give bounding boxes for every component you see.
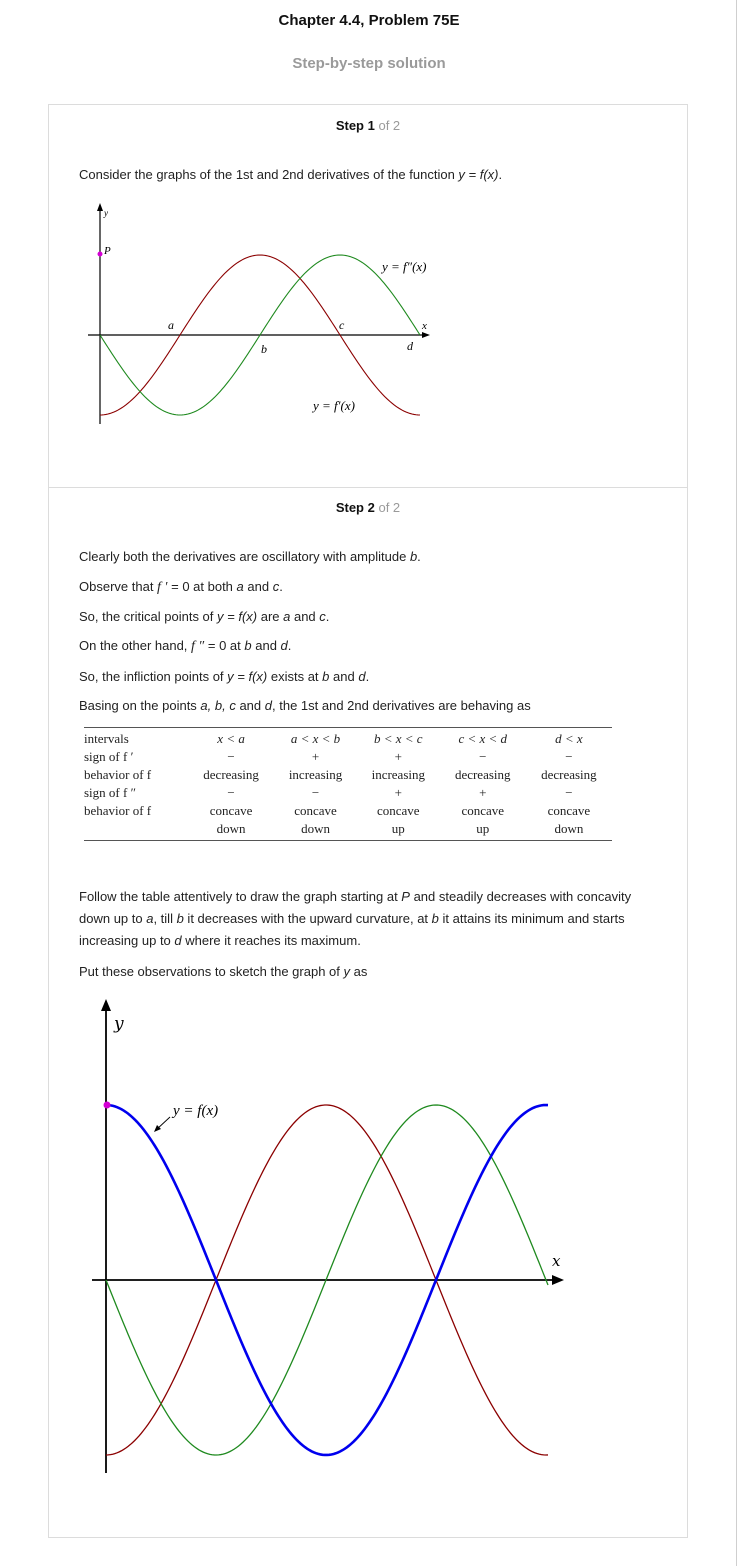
table-header-cell: a < x < b [274, 728, 357, 749]
var-a: a [146, 911, 154, 926]
label-c: c [339, 318, 345, 332]
step-2-explanation [79, 886, 639, 952]
cell-line: up [391, 821, 405, 836]
step-1-intro [79, 164, 639, 186]
text: as [350, 964, 368, 979]
cell-line: concave [209, 803, 253, 818]
var-b: b [244, 638, 252, 653]
table-cell: sign of f ′ [84, 749, 134, 764]
table-header-row [84, 728, 612, 749]
table-cell: − [227, 785, 235, 800]
text: it attains its minimum and starts increasing up to [79, 911, 625, 948]
table-cell: − [565, 785, 573, 800]
point-p-label: P [104, 245, 111, 257]
y-axis-arrow-icon [101, 999, 111, 1011]
text: are [257, 609, 284, 624]
table-row [84, 766, 612, 784]
cell-line: down [554, 821, 584, 836]
table-cell: increasing [288, 767, 343, 782]
step-1-count: of 2 [378, 118, 401, 133]
text: and [329, 669, 359, 684]
table-cell: behavior of f [84, 767, 152, 782]
var-p: P [401, 889, 410, 904]
first-derivative-label: y = f′(x) [313, 398, 355, 413]
table-cell: − [311, 785, 320, 800]
function-curve-label: y = f(x) [173, 1103, 219, 1119]
table-header-cell: d < x [526, 728, 612, 749]
table-row [84, 748, 612, 766]
cell-line: down [216, 821, 246, 836]
var-b: b [431, 911, 439, 926]
step-2-line-3 [79, 606, 639, 628]
text: . [417, 549, 421, 564]
text: . [365, 669, 370, 684]
table-cell: − [565, 749, 573, 764]
intro-text: Consider the graphs of the 1st and 2nd derivatives of the function [79, 167, 455, 182]
second-derivative-label: y = f″(x) [382, 259, 427, 274]
text: = 0 at [204, 638, 245, 653]
text: . [325, 609, 330, 624]
table-header-cell: intervals [84, 728, 188, 749]
behavior-table [84, 727, 612, 841]
text: it decreases with the upward curvature, at [183, 911, 432, 926]
table-cell: decreasing [454, 767, 511, 782]
step-1-heading [48, 118, 688, 133]
var-d: d [174, 933, 182, 948]
table-cell [440, 802, 526, 841]
table-cell: + [394, 749, 402, 764]
table-header-cell: x < a [188, 728, 274, 749]
table-cell: − [479, 749, 487, 764]
text: and [243, 579, 273, 594]
cell-line: concave [294, 803, 337, 818]
f-double-prime-symbol: f ″ [191, 639, 205, 654]
var-d: d [264, 698, 272, 713]
table-row [84, 802, 612, 841]
table-cell [357, 802, 440, 841]
step-2-heading [48, 500, 688, 515]
text: exists at [267, 669, 323, 684]
step-2-line-6 [79, 695, 639, 717]
y-axis-label: y [104, 208, 108, 218]
table-cell: decreasing [203, 767, 259, 782]
cell-line: down [301, 821, 330, 836]
y-axis-arrow-icon [97, 203, 103, 211]
cell-line: concave [376, 803, 420, 818]
text: , till [153, 911, 177, 926]
text: Follow the table attentively to draw the graph starting at [79, 889, 402, 904]
step-divider [48, 487, 688, 488]
text: and [235, 698, 265, 713]
text: Observe that [79, 579, 158, 594]
text: . [279, 579, 283, 594]
text: . [287, 638, 292, 653]
text: Basing on the points [79, 698, 201, 713]
var-c: c [272, 579, 280, 594]
table-header-cell: b < x < c [357, 728, 440, 749]
derivatives-graph [80, 200, 460, 440]
table-cell [526, 802, 612, 841]
var-b: b [322, 669, 330, 684]
step-2-line-1 [79, 546, 639, 568]
table-cell: sign of f ″ [84, 785, 136, 800]
page-title: Chapter 4.4, Problem 75E [278, 12, 460, 29]
x-axis-arrow-icon [552, 1275, 564, 1285]
step-1-label: Step 1 [335, 118, 375, 133]
point-p-dot [98, 252, 103, 257]
var-y: y [343, 964, 350, 979]
var-d: d [280, 638, 288, 653]
table-cell [274, 802, 357, 841]
table-header-cell: c < x < d [440, 728, 526, 749]
text: Clearly both the derivatives are oscillatory with amplitude [79, 549, 410, 564]
step-2-sketch-line [79, 961, 639, 983]
table-cell: decreasing [541, 767, 597, 782]
x-axis-label: x [422, 320, 427, 332]
page-subtitle: Step-by-step solution [292, 55, 446, 72]
step-2-line-4 [79, 635, 639, 658]
cell-line: concave [547, 803, 591, 818]
text: Put these observations to sketch the graph of [79, 964, 344, 979]
function: y = f(x) [227, 669, 268, 684]
label-a: a [168, 318, 174, 332]
text: and [251, 638, 281, 653]
y-axis-label: y [114, 1014, 124, 1034]
var-abc: a, b, c [200, 698, 236, 713]
cell-line: concave [461, 803, 505, 818]
table-cell: − [227, 749, 235, 764]
point-p-dot [104, 1102, 111, 1109]
text: where it reaches its maximum. [181, 933, 361, 948]
step-2-count: of 2 [378, 500, 401, 515]
table-cell: + [311, 749, 320, 764]
var-b: b [176, 911, 184, 926]
text: and steadily decreases with concavity down up to [79, 889, 632, 926]
var-b: b [409, 549, 418, 564]
cell-line: up [476, 821, 490, 836]
var-a: a [236, 579, 244, 594]
intro-function: y = f(x) [458, 167, 499, 182]
text: = 0 at both [167, 579, 237, 594]
table-cell [188, 802, 274, 841]
label-d: d [407, 339, 413, 353]
x-axis-label: x [552, 1252, 561, 1270]
table-row [84, 784, 612, 802]
intro-period: . [498, 167, 503, 182]
var-d: d [358, 669, 366, 684]
text: , the 1st and 2nd derivatives are behaving as [272, 698, 531, 713]
step-2-label: Step 2 [335, 500, 375, 515]
text: and [290, 609, 320, 624]
table-cell: behavior of f [84, 802, 188, 841]
var-a: a [283, 609, 291, 624]
f-prime-symbol: f ′ [157, 580, 168, 595]
var-c: c [319, 609, 326, 624]
table-cell: + [394, 785, 402, 800]
step-2-line-5 [79, 666, 639, 688]
text: On the other hand, [79, 638, 192, 653]
text: So, the critical points of [79, 609, 218, 624]
page-edge-line [736, 0, 737, 1566]
label-b: b [261, 342, 267, 356]
text: So, the infliction points of [79, 669, 228, 684]
x-axis-arrow-icon [422, 332, 430, 338]
step-2-line-2 [79, 576, 639, 599]
function-graph [80, 995, 580, 1480]
table-cell: increasing [371, 767, 425, 782]
function: y = f(x) [217, 609, 258, 624]
table-cell: + [479, 785, 487, 800]
